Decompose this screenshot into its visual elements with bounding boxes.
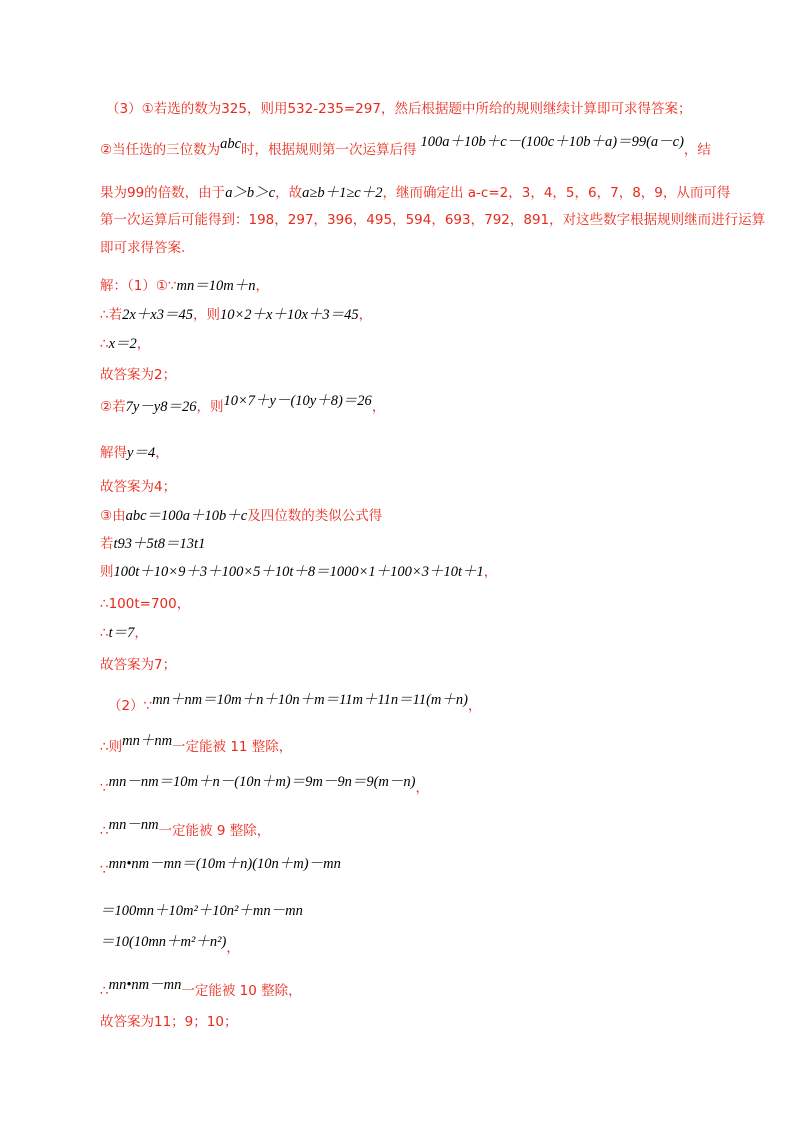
solution-line-10 — [100, 563, 497, 581]
math-expression: mn＋nm＝10m＋n＋10n＋m＝11m＋11n＝11(m＋n) — [152, 692, 468, 708]
intro-line-2 — [100, 134, 711, 159]
intro-text: 果为99的倍数，由于 — [100, 185, 226, 201]
solution-line-16 — [100, 773, 429, 796]
solution-line-13 — [100, 656, 176, 674]
math-expression: mn＝10m＋n — [176, 278, 256, 294]
intro-text: 时，根据规则第一次运算后得 — [241, 142, 417, 158]
intro-text: ，结 — [683, 142, 711, 158]
solution-text: 一定能被 10 整除， — [181, 983, 302, 999]
solution-text: 故答案为11；9；10； — [100, 1014, 238, 1030]
solution-text: ， — [467, 698, 482, 714]
intro-text: ，继而确定出 a-c=2，3，4，5，6，7，8，9，从而可得 — [382, 185, 731, 201]
solution-text: 一定能被 9 整除， — [158, 823, 271, 839]
math-expression: abc＝100a＋10b＋c — [125, 508, 248, 524]
solution-line-19 — [100, 902, 303, 920]
intro-text: ②当任选的三位数为 — [100, 142, 221, 158]
solution-line-1 — [100, 277, 269, 295]
solution-line-18 — [100, 855, 341, 878]
solution-line-6 — [100, 444, 169, 462]
math-expression: ＝100mn＋10m²＋10n²＋mn－mn — [100, 903, 303, 919]
math-expression: t93＋5t8＝13t1 — [113, 536, 206, 552]
math-expression: a≥b＋1≥c＋2 — [302, 185, 383, 201]
math-expression: 7y－y8＝26 — [125, 399, 197, 415]
solution-text: 故答案为4； — [100, 479, 177, 495]
math-expression: 10×7＋y－(10y＋8)＝26 — [223, 393, 372, 409]
solution-text: ， — [155, 445, 169, 461]
solution-line-12 — [100, 624, 148, 642]
math-expression: ＝10(10mn＋m²＋n²) — [100, 934, 227, 950]
solution-text: 则 — [100, 564, 114, 580]
solution-text: （2）∵ — [108, 698, 153, 714]
solution-text: ∴ — [100, 625, 109, 641]
solution-text: ， — [136, 336, 151, 352]
solution-line-2 — [100, 306, 372, 324]
solution-line-22 — [100, 1013, 237, 1031]
solution-text: ∴ — [100, 336, 109, 352]
solution-text: ∴ — [100, 983, 109, 999]
math-expression: mn•nm－mn — [108, 977, 182, 993]
solution-text: ， — [358, 307, 373, 323]
solution-text: ∴则 — [100, 739, 123, 755]
math-expression: 100t＋10×9＋3＋100×5＋10t＋8＝1000×1＋100×3＋10t＋1 — [113, 564, 484, 580]
solution-line-5 — [100, 393, 386, 416]
solution-text: 一定能被 11 整除， — [172, 739, 293, 755]
solution-text: ， — [226, 940, 240, 956]
solution-text: ②若 — [100, 399, 126, 415]
solution-line-4 — [100, 366, 176, 384]
solution-text: ， — [371, 399, 386, 415]
solution-line-15 — [100, 733, 293, 756]
solution-text: ， — [255, 278, 269, 294]
solution-text: ∴100t=700， — [100, 596, 191, 612]
intro-text: 即可求得答案. — [100, 240, 186, 256]
solution-line-20 — [100, 933, 240, 956]
math-expression: mn•nm－mn＝(10m＋n)(10n＋m)－mn — [108, 856, 341, 872]
math-expression: 10×2＋x＋10x＋3＝45 — [219, 307, 359, 323]
solution-text: 及四位数的类似公式得 — [247, 508, 383, 524]
solution-text: ，则 — [196, 399, 224, 415]
solution-line-14 — [108, 692, 482, 715]
solution-text: ∵ — [100, 780, 109, 796]
solution-text: ∴若 — [100, 307, 123, 323]
solution-line-8 — [100, 507, 382, 525]
math-expression: mn＋nm — [122, 733, 173, 749]
solution-text: ， — [415, 780, 429, 796]
intro-line-3 — [100, 184, 730, 202]
math-expression: x＝2 — [108, 336, 137, 352]
intro-line-1 — [106, 100, 691, 118]
solution-line-21 — [100, 977, 302, 1000]
solution-text: ， — [483, 564, 498, 580]
intro-line-5 — [100, 239, 185, 257]
solution-text: 故答案为2； — [100, 367, 177, 383]
solution-text: 若 — [100, 536, 114, 552]
solution-text: ③由 — [100, 508, 126, 524]
solution-text: ∵ — [100, 862, 109, 878]
solution-line-17 — [100, 817, 271, 840]
intro-line-4 — [100, 211, 765, 229]
solution-text: ，则 — [192, 307, 220, 323]
math-expression: y＝4 — [127, 445, 156, 461]
math-expression: a＞b＞c — [225, 185, 276, 201]
math-expression: mn－nm＝10m＋n－(10n＋m)＝9m－9n＝9(m－n) — [108, 774, 416, 790]
solution-line-3 — [100, 335, 150, 353]
solution-line-9 — [100, 535, 205, 553]
solution-text: 故答案为7； — [100, 657, 177, 673]
math-expression: 2x＋x3＝45 — [122, 307, 193, 323]
math-expression: abc — [220, 136, 242, 152]
math-expression: mn－nm — [108, 817, 159, 833]
math-expression: t＝7 — [108, 625, 135, 641]
intro-text: 第一次运算后可能得到：198，297，396，495，594，693，792，891，对这些数字根据规则继而进行运算 — [100, 212, 766, 228]
intro-text: （3）①若选的数为325，则用532-235=297，然后根据题中所给的规则继续计算即可求得答案； — [106, 101, 692, 117]
solution-text: ， — [134, 625, 148, 641]
solution-text: ∴ — [100, 823, 109, 839]
intro-text: ，故 — [275, 185, 303, 201]
solution-text: 解得 — [100, 445, 127, 461]
solution-line-11 — [100, 595, 190, 613]
solution-line-7 — [100, 478, 176, 496]
math-expression: 100a＋10b＋c－(100c＋10b＋a)＝99(a－c) — [420, 134, 684, 150]
solution-text: 解：（1）①∵ — [100, 278, 177, 294]
